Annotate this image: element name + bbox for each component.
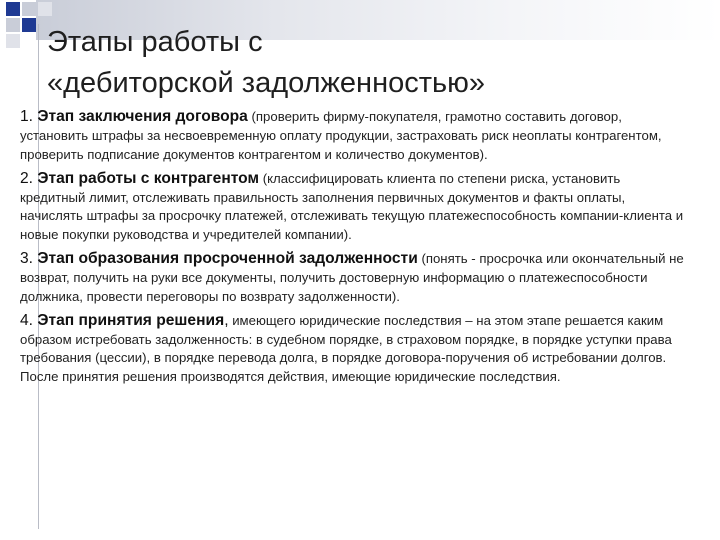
step-4-number: 4.	[20, 311, 34, 329]
step-4-heading-tail: ,	[224, 311, 229, 329]
corner-square-light-3	[38, 2, 52, 16]
step-1-heading: Этап заключения договора	[37, 108, 248, 125]
step-3-lead	[20, 250, 418, 267]
step-1-lead	[20, 108, 248, 125]
step-1-number: 1.	[20, 108, 34, 125]
step-3	[20, 249, 688, 307]
step-3-text: (понять - просрочка или окончательный не возврат, получить на руки все документы, получить достоверную информацию о платежеспособности должника, провести переговоры по возврату задолженности).	[20, 250, 684, 304]
step-2-heading: Этап работы с контрагентом	[37, 169, 260, 187]
corner-square-dark-2	[22, 18, 36, 32]
corner-square-light-1	[22, 2, 36, 16]
step-4-lead	[20, 312, 229, 329]
corner-square-light-4	[6, 34, 20, 48]
step-1	[20, 107, 688, 165]
step-4	[20, 311, 688, 387]
steps-list	[20, 107, 688, 391]
step-2-text: (классифицировать клиента по степени риска, установить кредитный лимит, отслеживать правильность заполнения первичных документов и факты оплаты, начислять штрафы за просрочку платежей, отслеживать текущую платежеспособность компании-клиента и новые покупки руководства и учредителей компании).	[20, 170, 684, 243]
step-4-heading: Этап принятия решения	[37, 311, 225, 329]
slide-title-line-2: «дебиторской задолженностью»	[47, 67, 485, 99]
step-2-lead	[20, 170, 259, 187]
step-3-heading: Этап образования просроченной задолженности	[37, 249, 418, 267]
slide-title-line-1: Этапы работы с	[47, 26, 263, 58]
step-1-text: (проверить фирму-покупателя, грамотно составить договор, установить штрафы за несвоевременную оплату продукции, застраховать риск неоплаты контрагентом, проверить подписание документов контрагентом и количество документов).	[20, 109, 662, 162]
step-3-number: 3.	[20, 249, 34, 267]
step-2-number: 2.	[20, 169, 34, 187]
step-2	[20, 169, 688, 245]
corner-square-light-2	[6, 18, 20, 32]
step-4-text: имеющего юридические последствия – на этом этапе решается каким образом истребовать задолженность: в судебном порядке, в страховом порядке, в порядке уступки права требования (цессии), в порядке перевода долга, в порядке договора-поручения об истребовании долгов. После принятия решения производятся действия, имеющие юридические последствия.	[20, 312, 672, 385]
slide-title	[47, 22, 687, 104]
corner-square-dark-1	[6, 2, 20, 16]
